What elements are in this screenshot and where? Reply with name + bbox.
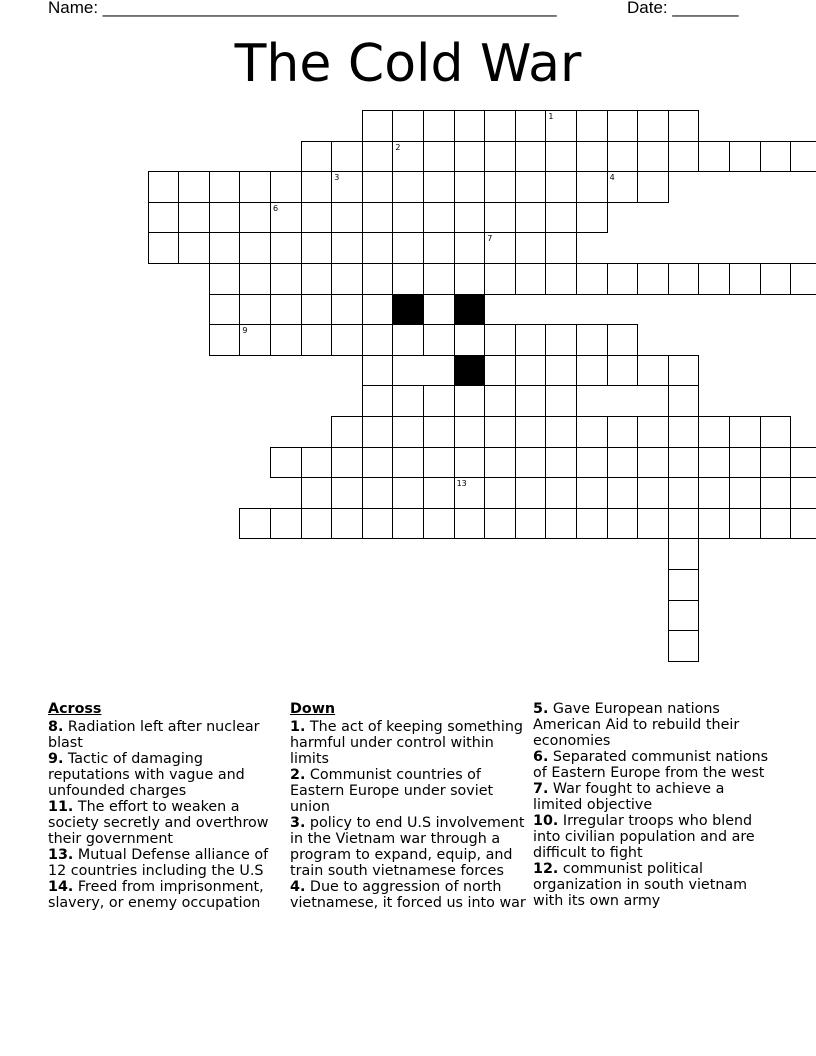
- crossword-cell[interactable]: [454, 447, 486, 479]
- crossword-cell[interactable]: [362, 294, 394, 326]
- down-clue-list-continued: [533, 701, 769, 909]
- crossword-cell[interactable]: [362, 477, 394, 509]
- clue-item: [48, 879, 280, 911]
- crossword-cell[interactable]: [148, 202, 180, 234]
- crossword-cell[interactable]: [576, 416, 608, 448]
- crossword-cell[interactable]: [545, 324, 577, 356]
- clue-item: [48, 847, 280, 879]
- crossword-cell[interactable]: [454, 171, 486, 203]
- crossword-cell[interactable]: [515, 355, 547, 387]
- crossword-cell[interactable]: [423, 508, 455, 540]
- clue-number-label: 14.: [48, 879, 74, 895]
- crossword-cell[interactable]: [331, 202, 363, 234]
- crossword-cell[interactable]: [484, 232, 516, 264]
- crossword-cell[interactable]: [392, 416, 424, 448]
- clue-text: Communist countries of Eastern Europe under soviet union: [290, 767, 494, 815]
- crossword-cell[interactable]: [576, 141, 608, 173]
- clue-item: [48, 751, 280, 799]
- crossword-cell[interactable]: [545, 232, 577, 264]
- crossword-cell[interactable]: [515, 141, 547, 173]
- crossword-cell[interactable]: [392, 171, 424, 203]
- clue-item: [533, 861, 769, 909]
- crossword-cell[interactable]: [209, 294, 241, 326]
- crossword-cell[interactable]: [331, 416, 363, 448]
- crossword-cell[interactable]: [362, 324, 394, 356]
- crossword-cell[interactable]: [576, 202, 608, 234]
- crossword-cell[interactable]: [760, 477, 792, 509]
- crossword-cell[interactable]: [484, 508, 516, 540]
- crossword-cell[interactable]: [576, 477, 608, 509]
- crossword-cell[interactable]: [392, 324, 424, 356]
- across-clues: [48, 701, 280, 911]
- crossword-cell[interactable]: [331, 171, 363, 203]
- clue-item: [48, 719, 280, 751]
- clue-number-label: 13.: [48, 847, 74, 863]
- clue-text: Gave European nations American Aid to rebuild their economies: [533, 701, 740, 749]
- crossword-cell[interactable]: [607, 477, 639, 509]
- crossword-cell[interactable]: [760, 416, 792, 448]
- crossword-cell[interactable]: [515, 110, 547, 142]
- clue-text: Mutual Defense alliance of 12 countries including the U.S: [48, 847, 269, 879]
- crossword-cell[interactable]: [301, 294, 333, 326]
- crossword-cell[interactable]: [668, 508, 700, 540]
- crossword-cell[interactable]: [392, 263, 424, 295]
- crossword-cell[interactable]: [576, 110, 608, 142]
- crossword-cell[interactable]: [423, 171, 455, 203]
- crossword-cell[interactable]: [637, 263, 669, 295]
- crossword-cell[interactable]: [515, 447, 547, 479]
- worksheet-header: [0, 0, 816, 24]
- crossword-cell[interactable]: [362, 110, 394, 142]
- crossword-cell[interactable]: [637, 477, 669, 509]
- crossword-cell[interactable]: [607, 263, 639, 295]
- crossword-cell[interactable]: [423, 202, 455, 234]
- clue-number-label: 11.: [48, 799, 74, 815]
- crossword-cell[interactable]: [637, 171, 669, 203]
- crossword-cell[interactable]: [729, 508, 761, 540]
- crossword-cell[interactable]: [545, 447, 577, 479]
- crossword-cell[interactable]: [545, 508, 577, 540]
- clue-number: 4: [609, 173, 615, 183]
- crossword-cell[interactable]: [270, 171, 302, 203]
- crossword-cell[interactable]: [484, 477, 516, 509]
- crossword-cell[interactable]: [760, 447, 792, 479]
- crossword-cell[interactable]: [270, 294, 302, 326]
- crossword-cell[interactable]: [607, 324, 639, 356]
- crossword-cell[interactable]: [454, 141, 486, 173]
- crossword-cell[interactable]: [545, 141, 577, 173]
- crossword-cell[interactable]: [301, 508, 333, 540]
- down-clue-list: [290, 719, 526, 911]
- crossword-cell[interactable]: [545, 263, 577, 295]
- clue-number-label: 6.: [533, 749, 549, 765]
- crossword-cell[interactable]: [423, 416, 455, 448]
- crossword-cell[interactable]: [362, 202, 394, 234]
- crossword-cell[interactable]: [362, 141, 394, 173]
- clue-number-label: 9.: [48, 751, 64, 767]
- crossword-cell[interactable]: [729, 416, 761, 448]
- crossword-cell[interactable]: [148, 232, 180, 264]
- crossword-cell[interactable]: [607, 171, 639, 203]
- crossword-cell[interactable]: [178, 202, 210, 234]
- crossword-cell[interactable]: [484, 447, 516, 479]
- crossword-cell[interactable]: [392, 477, 424, 509]
- crossword-cell[interactable]: [545, 416, 577, 448]
- crossword-cell[interactable]: [576, 508, 608, 540]
- crossword-cell[interactable]: [301, 447, 333, 479]
- crossword-cell[interactable]: [729, 447, 761, 479]
- clue-item: [533, 813, 769, 861]
- clue-number: 2: [395, 142, 401, 152]
- crossword-cell[interactable]: [301, 477, 333, 509]
- crossword-cell[interactable]: [239, 508, 271, 540]
- crossword-cell[interactable]: [729, 141, 761, 173]
- crossword-cell[interactable]: [668, 569, 700, 601]
- crossword-cell[interactable]: [698, 141, 730, 173]
- crossword-cell[interactable]: [515, 385, 547, 417]
- clue-number: 3: [334, 173, 340, 183]
- clue-item: [48, 799, 280, 847]
- crossword-cell[interactable]: [668, 110, 700, 142]
- crossword-cell[interactable]: [392, 110, 424, 142]
- crossword-cell[interactable]: [392, 447, 424, 479]
- crossword-cell[interactable]: [760, 508, 792, 540]
- crossword-cell[interactable]: [178, 232, 210, 264]
- crossword-cell[interactable]: [454, 202, 486, 234]
- clue-number-label: 5.: [533, 701, 549, 717]
- crossword-cell[interactable]: [760, 263, 792, 295]
- crossword-cell[interactable]: [637, 110, 669, 142]
- crossword-cell[interactable]: [545, 202, 577, 234]
- clue-number-label: 3.: [290, 815, 306, 831]
- crossword-cell[interactable]: [637, 508, 669, 540]
- crossword-cell[interactable]: [607, 110, 639, 142]
- across-heading: Across: [48, 701, 102, 717]
- crossword-cell[interactable]: [209, 324, 241, 356]
- crossword-cell[interactable]: [239, 232, 271, 264]
- crossword-cell[interactable]: [698, 477, 730, 509]
- crossword-cell[interactable]: [515, 324, 547, 356]
- clue-number-label: 7.: [533, 781, 549, 797]
- crossword-cell[interactable]: [331, 232, 363, 264]
- clue-number: 6: [273, 203, 279, 213]
- crossword-cell[interactable]: [423, 263, 455, 295]
- crossword-cell[interactable]: [545, 477, 577, 509]
- crossword-cell[interactable]: [454, 263, 486, 295]
- crossword-cell[interactable]: [637, 447, 669, 479]
- crossword-cell[interactable]: [484, 385, 516, 417]
- crossword-cell[interactable]: [545, 110, 577, 142]
- crossword-cell[interactable]: [637, 355, 669, 387]
- crossword-cell[interactable]: [698, 447, 730, 479]
- crossword-cell[interactable]: [209, 232, 241, 264]
- crossword-cell[interactable]: [668, 630, 700, 662]
- crossword-cell[interactable]: [668, 385, 700, 417]
- black-square: [392, 294, 424, 326]
- crossword-cell[interactable]: [454, 385, 486, 417]
- crossword-cell[interactable]: [668, 355, 700, 387]
- black-square: [454, 294, 486, 326]
- crossword-cell[interactable]: [545, 385, 577, 417]
- crossword-cell[interactable]: [454, 477, 486, 509]
- crossword-cell[interactable]: [423, 232, 455, 264]
- crossword-cell[interactable]: [301, 232, 333, 264]
- crossword-cell[interactable]: [239, 171, 271, 203]
- crossword-cell[interactable]: [209, 263, 241, 295]
- clue-text: Separated communist nations of Eastern Europe from the west: [533, 749, 769, 781]
- crossword-cell[interactable]: [270, 508, 302, 540]
- crossword-cell[interactable]: [423, 447, 455, 479]
- crossword-cell[interactable]: [362, 355, 394, 387]
- crossword-cell[interactable]: [331, 263, 363, 295]
- crossword-cell[interactable]: [698, 263, 730, 295]
- crossword-cell[interactable]: [423, 477, 455, 509]
- crossword-cell[interactable]: [454, 416, 486, 448]
- crossword-cell[interactable]: [423, 385, 455, 417]
- crossword-cell[interactable]: [301, 171, 333, 203]
- clue-number-label: 4.: [290, 879, 306, 895]
- clue-text: Irregular troops who blend into civilian population and are difficult to fight: [533, 813, 755, 861]
- crossword-cell[interactable]: [392, 232, 424, 264]
- clue-text: The effort to weaken a society secretly and overthrow their government: [48, 799, 269, 847]
- crossword-cell[interactable]: [607, 447, 639, 479]
- crossword-cell[interactable]: [331, 324, 363, 356]
- crossword-cell[interactable]: [392, 202, 424, 234]
- name-field: Name: ________________________________________________: [48, 0, 557, 17]
- crossword-cell[interactable]: [301, 202, 333, 234]
- crossword-cell[interactable]: [515, 171, 547, 203]
- crossword-cell[interactable]: [423, 141, 455, 173]
- crossword-cell[interactable]: [270, 232, 302, 264]
- crossword-cell[interactable]: [576, 263, 608, 295]
- crossword-cell[interactable]: [790, 447, 816, 479]
- crossword-cell[interactable]: [454, 324, 486, 356]
- crossword-cell[interactable]: [668, 538, 700, 570]
- clue-item: [533, 701, 769, 749]
- clue-item: [290, 815, 526, 879]
- crossword-cell[interactable]: [484, 324, 516, 356]
- crossword-cell[interactable]: [331, 141, 363, 173]
- crossword-cell[interactable]: [362, 232, 394, 264]
- crossword-cell[interactable]: [576, 171, 608, 203]
- crossword-cell[interactable]: [301, 141, 333, 173]
- crossword-cell[interactable]: [668, 416, 700, 448]
- clue-number-label: 12.: [533, 861, 559, 877]
- crossword-cell[interactable]: [576, 447, 608, 479]
- crossword-cell[interactable]: [545, 355, 577, 387]
- crossword-cell[interactable]: [270, 202, 302, 234]
- crossword-cell[interactable]: [729, 477, 761, 509]
- crossword-cell[interactable]: [637, 416, 669, 448]
- clue-text: communist political organization in south vietnam with its own army: [533, 861, 748, 909]
- clue-item: [533, 749, 769, 781]
- across-clue-list: [48, 719, 280, 911]
- crossword-cell[interactable]: [515, 508, 547, 540]
- date-field: Date: _______: [627, 0, 739, 17]
- crossword-cell[interactable]: [668, 263, 700, 295]
- clue-text: Tactic of damaging reputations with vague and unfounded charges: [48, 751, 245, 799]
- crossword-cell[interactable]: [668, 141, 700, 173]
- crossword-cell[interactable]: [270, 324, 302, 356]
- crossword-cell[interactable]: [760, 141, 792, 173]
- crossword-cell[interactable]: [331, 508, 363, 540]
- crossword-cell[interactable]: [790, 477, 816, 509]
- crossword-cell[interactable]: [515, 202, 547, 234]
- crossword-cell[interactable]: [392, 385, 424, 417]
- crossword-cell[interactable]: [423, 324, 455, 356]
- clue-text: War fought to achieve a limited objective: [533, 781, 725, 813]
- crossword-cell[interactable]: [484, 141, 516, 173]
- clue-text: policy to end U.S involvement in the Vietnam war through a program to expand, equip, and train south vietnamese forces: [290, 815, 525, 879]
- crossword-cell[interactable]: [484, 355, 516, 387]
- crossword-cell[interactable]: [607, 416, 639, 448]
- crossword-cell[interactable]: [607, 355, 639, 387]
- crossword-cell[interactable]: [239, 324, 271, 356]
- crossword-cell[interactable]: [790, 508, 816, 540]
- crossword-cell[interactable]: [178, 171, 210, 203]
- crossword-cell[interactable]: [576, 324, 608, 356]
- crossword-cell[interactable]: [331, 447, 363, 479]
- clue-number: 13: [456, 479, 467, 489]
- crossword-cell[interactable]: [790, 263, 816, 295]
- down-heading: Down: [290, 701, 336, 717]
- clue-number-label: 10.: [533, 813, 559, 829]
- clue-number-label: 1.: [290, 719, 306, 735]
- crossword-cell[interactable]: [515, 477, 547, 509]
- crossword-cell[interactable]: [637, 141, 669, 173]
- clue-number: 9: [242, 326, 248, 336]
- clue-number: 1: [548, 112, 554, 121]
- down-clues-continued: [533, 701, 769, 909]
- clue-item: [533, 781, 769, 813]
- crossword-cell[interactable]: [576, 355, 608, 387]
- clue-number: 7: [487, 234, 493, 244]
- crossword-cell[interactable]: [545, 171, 577, 203]
- crossword-cell[interactable]: [270, 447, 302, 479]
- clue-text: The act of keeping something harmful under control within limits: [290, 719, 523, 767]
- clue-item: [290, 879, 526, 911]
- crossword-cell[interactable]: [515, 416, 547, 448]
- clue-item: [290, 719, 526, 767]
- crossword-cell[interactable]: [607, 141, 639, 173]
- crossword-cell[interactable]: [484, 416, 516, 448]
- crossword-cell[interactable]: [362, 508, 394, 540]
- crossword-cell[interactable]: [698, 416, 730, 448]
- crossword-cell[interactable]: [362, 263, 394, 295]
- crossword-cell[interactable]: [239, 263, 271, 295]
- crossword-cell[interactable]: [301, 263, 333, 295]
- crossword-cell[interactable]: [423, 110, 455, 142]
- crossword-cell[interactable]: [607, 508, 639, 540]
- crossword-cell[interactable]: [668, 447, 700, 479]
- clue-text: Freed from imprisonment, slavery, or enemy occupation: [48, 879, 264, 911]
- clue-item: [290, 767, 526, 815]
- down-clues: [290, 701, 526, 911]
- crossword-cell[interactable]: [515, 263, 547, 295]
- clue-number-label: 2.: [290, 767, 306, 783]
- crossword-cell[interactable]: [484, 171, 516, 203]
- crossword-cell[interactable]: [148, 171, 180, 203]
- crossword-cell[interactable]: [362, 171, 394, 203]
- crossword-cell[interactable]: [698, 508, 730, 540]
- crossword-cell[interactable]: [484, 263, 516, 295]
- crossword-cell[interactable]: [362, 447, 394, 479]
- crossword-cell[interactable]: [362, 416, 394, 448]
- crossword-cell[interactable]: [239, 294, 271, 326]
- crossword-cell[interactable]: [668, 477, 700, 509]
- crossword-cell[interactable]: [790, 141, 816, 173]
- clue-number-label: 8.: [48, 719, 64, 735]
- crossword-cell[interactable]: [484, 110, 516, 142]
- crossword-cell[interactable]: [362, 385, 394, 417]
- crossword-cell[interactable]: [331, 477, 363, 509]
- page-title: The Cold War: [234, 34, 582, 94]
- crossword-cell[interactable]: [392, 141, 424, 173]
- crossword-cell[interactable]: [239, 202, 271, 234]
- crossword-cell[interactable]: [392, 508, 424, 540]
- crossword-cell[interactable]: [668, 600, 700, 632]
- crossword-cell[interactable]: [301, 324, 333, 356]
- crossword-cell[interactable]: [331, 294, 363, 326]
- crossword-cell[interactable]: [484, 202, 516, 234]
- black-square: [454, 355, 486, 387]
- crossword-cell[interactable]: [515, 232, 547, 264]
- crossword-cell[interactable]: [423, 294, 455, 326]
- crossword-cell[interactable]: [454, 508, 486, 540]
- crossword-cell[interactable]: [270, 263, 302, 295]
- clue-text: Due to aggression of north vietnamese, it forced us into war: [290, 879, 526, 911]
- crossword-cell[interactable]: [209, 171, 241, 203]
- crossword-cell[interactable]: [454, 232, 486, 264]
- clue-text: Radiation left after nuclear blast: [48, 719, 260, 751]
- crossword-cell[interactable]: [209, 202, 241, 234]
- crossword-cell[interactable]: [729, 263, 761, 295]
- crossword-cell[interactable]: [454, 110, 486, 142]
